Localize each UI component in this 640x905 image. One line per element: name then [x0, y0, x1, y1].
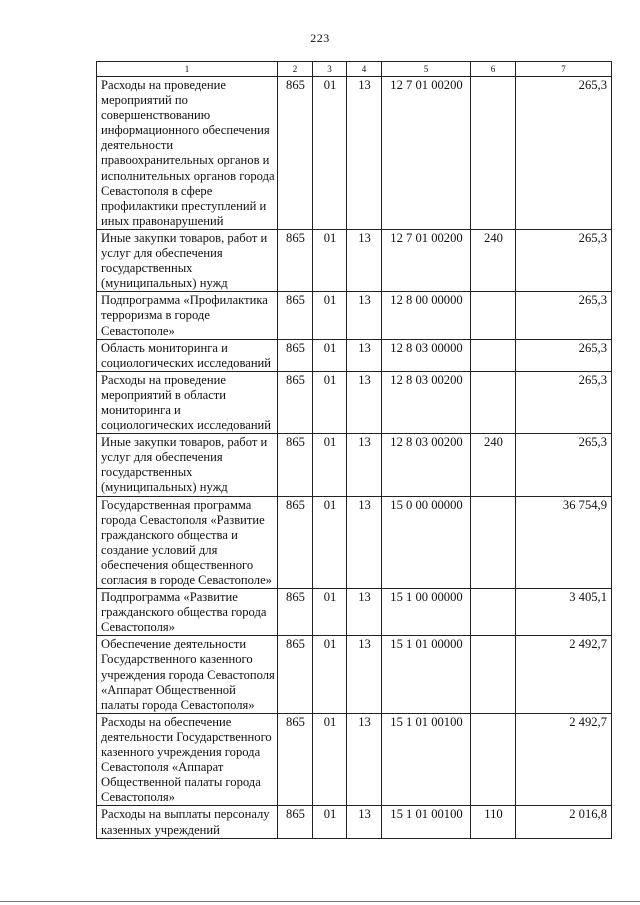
section-code-cell: 01	[313, 77, 347, 230]
section-code-cell: 01	[313, 229, 347, 291]
table-row	[97, 713, 612, 806]
column-header: 5	[382, 62, 471, 77]
subsection-code-cell: 13	[347, 77, 382, 230]
column-header: 3	[313, 62, 347, 77]
row-name-cell: Расходы на выплаты персоналу казенных учреждений	[97, 806, 278, 838]
page-number: 223	[310, 31, 330, 45]
ministry-code-cell: 865	[278, 77, 313, 230]
expense-type-cell	[471, 339, 516, 371]
expense-type-cell	[471, 496, 516, 589]
row-name-cell: Государственная программа города Севастополя «Развитие гражданского общества и создание условий для обеспечения общественного согласия в городе Севастополе»	[97, 496, 278, 589]
amount-cell: 2 492,7	[516, 636, 612, 713]
subsection-code-cell: 13	[347, 292, 382, 339]
table-body	[97, 77, 612, 839]
ministry-code-cell: 865	[278, 496, 313, 589]
subsection-code-cell: 13	[347, 339, 382, 371]
table-row	[97, 339, 612, 371]
section-code-cell: 01	[313, 713, 347, 806]
table-row	[97, 589, 612, 636]
target-article-cell: 15 1 01 00100	[382, 806, 471, 838]
subsection-code-cell: 13	[347, 589, 382, 636]
amount-cell: 2 016,8	[516, 806, 612, 838]
page-bottom-edge	[0, 901, 640, 902]
table-row	[97, 496, 612, 589]
section-code-cell: 01	[313, 371, 347, 433]
subsection-code-cell: 13	[347, 434, 382, 496]
table-row	[97, 77, 612, 230]
target-article-cell: 12 8 00 00000	[382, 292, 471, 339]
section-code-cell: 01	[313, 434, 347, 496]
table-row	[97, 229, 612, 291]
target-article-cell: 15 0 00 00000	[382, 496, 471, 589]
target-article-cell: 15 1 01 00100	[382, 713, 471, 806]
target-article-cell: 12 8 03 00000	[382, 339, 471, 371]
column-header: 2	[278, 62, 313, 77]
table-row	[97, 371, 612, 433]
amount-cell: 265,3	[516, 339, 612, 371]
ministry-code-cell: 865	[278, 434, 313, 496]
table-header-row	[97, 62, 612, 77]
subsection-code-cell: 13	[347, 371, 382, 433]
subsection-code-cell: 13	[347, 713, 382, 806]
section-code-cell: 01	[313, 339, 347, 371]
amount-cell: 265,3	[516, 77, 612, 230]
expense-type-cell	[471, 636, 516, 713]
target-article-cell: 15 1 01 00000	[382, 636, 471, 713]
section-code-cell: 01	[313, 292, 347, 339]
subsection-code-cell: 13	[347, 496, 382, 589]
row-name-cell: Расходы на проведение мероприятий в области мониторинга и социологических исследований	[97, 371, 278, 433]
expense-type-cell	[471, 77, 516, 230]
expense-type-cell	[471, 713, 516, 806]
target-article-cell: 12 8 03 00200	[382, 434, 471, 496]
row-name-cell: Иные закупки товаров, работ и услуг для обеспечения государственных (муниципальных) нужд	[97, 229, 278, 291]
expense-type-cell	[471, 292, 516, 339]
ministry-code-cell: 865	[278, 589, 313, 636]
ministry-code-cell: 865	[278, 339, 313, 371]
expense-type-cell	[471, 589, 516, 636]
ministry-code-cell: 865	[278, 713, 313, 806]
expense-type-cell	[471, 371, 516, 433]
row-name-cell: Область мониторинга и социологических исследований	[97, 339, 278, 371]
row-name-cell: Иные закупки товаров, работ и услуг для обеспечения государственных (муниципальных) нужд	[97, 434, 278, 496]
ministry-code-cell: 865	[278, 636, 313, 713]
subsection-code-cell: 13	[347, 806, 382, 838]
ministry-code-cell: 865	[278, 806, 313, 838]
budget-table	[96, 61, 612, 839]
target-article-cell: 12 7 01 00200	[382, 77, 471, 230]
table-row	[97, 636, 612, 713]
section-code-cell: 01	[313, 636, 347, 713]
section-code-cell: 01	[313, 806, 347, 838]
amount-cell: 3 405,1	[516, 589, 612, 636]
subsection-code-cell: 13	[347, 229, 382, 291]
section-code-cell: 01	[313, 496, 347, 589]
amount-cell: 265,3	[516, 292, 612, 339]
column-header: 4	[347, 62, 382, 77]
column-header: 1	[97, 62, 278, 77]
row-name-cell: Подпрограмма «Развитие гражданского общества города Севастополя»	[97, 589, 278, 636]
amount-cell: 36 754,9	[516, 496, 612, 589]
amount-cell: 2 492,7	[516, 713, 612, 806]
table-row	[97, 434, 612, 496]
row-name-cell: Расходы на проведение мероприятий по совершенствованию информационного обеспечения деятельности правоохранительных органов и исполнительных органов города Севастополя в сфере профилактики преступлений и иных правонарушений	[97, 77, 278, 230]
amount-cell: 265,3	[516, 371, 612, 433]
column-header: 6	[471, 62, 516, 77]
amount-cell: 265,3	[516, 434, 612, 496]
expense-type-cell: 240	[471, 434, 516, 496]
table-row	[97, 292, 612, 339]
ministry-code-cell: 865	[278, 371, 313, 433]
amount-cell: 265,3	[516, 229, 612, 291]
target-article-cell: 12 7 01 00200	[382, 229, 471, 291]
target-article-cell: 12 8 03 00200	[382, 371, 471, 433]
column-header: 7	[516, 62, 612, 77]
section-code-cell: 01	[313, 589, 347, 636]
table-row	[97, 806, 612, 838]
subsection-code-cell: 13	[347, 636, 382, 713]
row-name-cell: Подпрограмма «Профилактика терроризма в городе Севастополе»	[97, 292, 278, 339]
target-article-cell: 15 1 00 00000	[382, 589, 471, 636]
row-name-cell: Обеспечение деятельности Государственного казенного учреждения города Севастополя «Аппарат Общественной палаты города Севастополя»	[97, 636, 278, 713]
ministry-code-cell: 865	[278, 292, 313, 339]
expense-type-cell: 240	[471, 229, 516, 291]
expense-type-cell: 110	[471, 806, 516, 838]
row-name-cell: Расходы на обеспечение деятельности Государственного казенного учреждения города Севастополя «Аппарат Общественной палаты города Севастополя»	[97, 713, 278, 806]
ministry-code-cell: 865	[278, 229, 313, 291]
